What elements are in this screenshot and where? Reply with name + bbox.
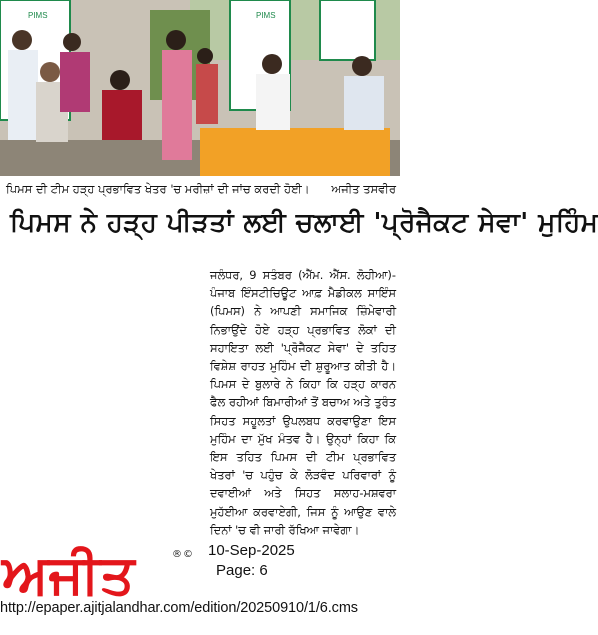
edition-page: Page: 6 bbox=[216, 562, 268, 579]
logo-graphic bbox=[0, 535, 205, 605]
headline: ਪਿਮਸ ਨੇ ਹੜ੍ਹ ਪੀੜਤਾਂ ਲਈ ਚਲਾਈ 'ਪ੍ਰੋਜੈਕਟ ਸੇਵਾ' ਮੁਹਿੰਮ bbox=[10, 208, 598, 238]
registered-mark: ® bbox=[172, 549, 182, 560]
edition-url[interactable]: http://epaper.ajitjalandhar.com/edition/20250910/1/6.cms bbox=[0, 600, 358, 616]
article-body bbox=[210, 266, 396, 539]
article-paragraph: ਜਲੰਧਰ, 9 ਸਤੰਬਰ (ਐੱਮ. ਐੱਸ. ਲੋਹੀਆ)-ਪੰਜਾਬ ਇੰਸਟੀਚਿਊਟ ਆਫ਼ ਮੈਡੀਕਲ ਸਾਇੰਸ (ਪਿਮਸ) ਨੇ ਆਪਣੀ ਸਮਾਜਿਕ ਜ਼ਿੰਮੇਵਾਰੀ ਨਿਭਾਉਂਦੇ ਹੋਏ ਹੜ੍ਹ ਪ੍ਰਭਾਵਿਤ ਲੋਕਾਂ ਦੀ ਸਹਾਇਤਾ ਲਈ 'ਪ੍ਰੋਜੈਕਟ ਸੇਵਾ' ਦੇ ਤਹਿਤ ਵਿਸ਼ੇਸ਼ ਰਾਹਤ ਮੁਹਿੰਮ ਦੀ ਸ਼ੁਰੂਆਤ ਕੀਤੀ ਹੈ। ਪਿਮਸ ਦੇ ਬੁਲਾਰੇ ਨੇ ਕਿਹਾ ਕਿ ਹੜ੍ਹ ਕਾਰਨ ਫੈਲ ਰਹੀਆਂ ਬਿਮਾਰੀਆਂ ਤੋਂ ਬਚਾਅ ਅਤੇ ਤੁਰੰਤ ਸਿਹਤ ਸਹੂਲਤਾਂ ਉਪਲਬਧ ਕਰਵਾਉਣਾ ਇਸ ਮੁਹਿੰਮ ਦਾ ਮੁੱਖ ਮੰਤਵ ਹੈ। ਉਨ੍ਹਾਂ ਕਿਹਾ ਕਿ ਇਸ ਤਹਿਤ ਪਿਮਸ ਦੀ ਟੀਮ ਪ੍ਰਭਾਵਿਤ ਖੇਤਰਾਂ 'ਚ ਪਹੁੰਚ ਕੇ ਲੋੜਵੰਦ ਪਰਿਵਾਰਾਂ ਨੂੰ ਦਵਾਈਆਂ ਅਤੇ ਸਿਹਤ ਸਲਾਹ-ਮਸ਼ਵਰਾ ਮੁਹੱਈਆ ਕਰਵਾਏਗੀ, ਜਿਸ ਨੂੰ ਆਉਣ ਵਾਲੇ ਦਿਨਾਂ 'ਚ ਵੀ ਜਾਰੀ ਰੱਖਿਆ ਜਾਵੇਗਾ। bbox=[210, 268, 396, 537]
ajit-logo bbox=[0, 535, 205, 605]
photo-caption bbox=[6, 182, 396, 198]
copyright-mark: © bbox=[183, 549, 193, 560]
news-photo bbox=[0, 0, 400, 176]
banner-label-2: PIMS bbox=[256, 11, 276, 20]
edition-date: 10-Sep-2025 bbox=[208, 542, 295, 559]
banner-label-1: PIMS bbox=[28, 11, 48, 20]
logo-wordmark: ਅਜੀਤ bbox=[2, 543, 135, 606]
photo-illustration bbox=[0, 0, 400, 176]
caption-text: ਪਿਮਸ ਦੀ ਟੀਮ ਹੜ੍ਹ ਪ੍ਰਭਾਵਿਤ ਖੇਤਰ 'ਚ ਮਰੀਜ਼ਾਂ ਦੀ ਜਾਂਚ ਕਰਦੀ ਹੋਈ। bbox=[6, 182, 310, 196]
photo-credit: ਅਜੀਤ ਤਸਵੀਰ bbox=[331, 182, 396, 196]
